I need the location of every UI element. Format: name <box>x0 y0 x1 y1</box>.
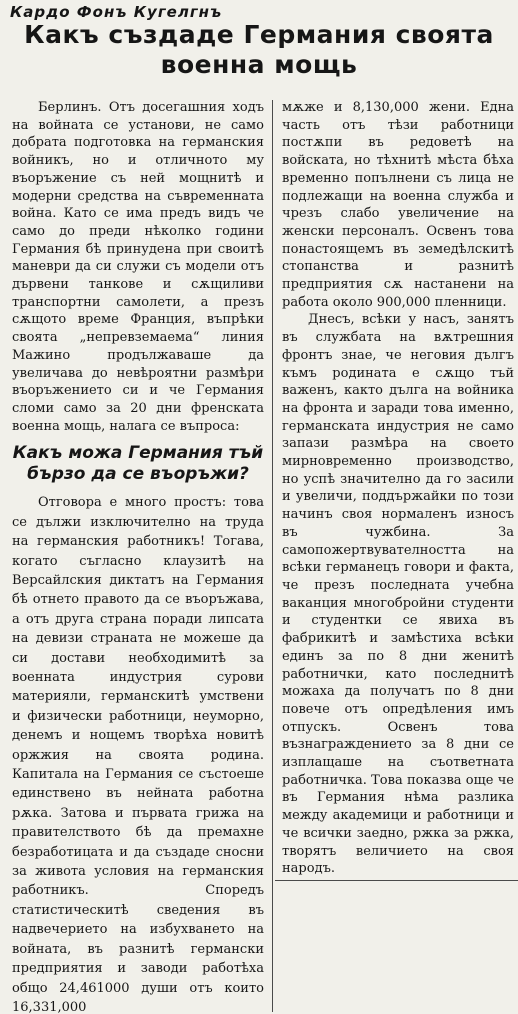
left-column <box>12 99 264 1014</box>
right-paragraph-2: Днесъ, всѣки у насъ, занятъ въ службата на вѫтрешния фронтъ знае, че неговия дългъ къмъ родината е сѫщо тъй важенъ, както дълга на войника на фронта и заради това именно, германската индустрия не само запази размѣра на своето мирновременно производство, но успѣ значително да го засили и увеличи, поддържайки по този начинъ своя нормаленъ износъ въ чужбина. За самопожертвувателността на всѣки германецъ говори и факта, че презъ последната учебна ваканция многобройни студенти и студентки се явиха въ фабрикитѣ и замѣстиха всѣки единъ за по 8 дни женитѣ работнички, като последнитѣ можаха да получатъ по 8 дни повече отъ опредѣления имъ отпускъ. Освенъ това възнаграждението за 8 дни се изплащаше на съответната работничка. Това показва още че въ Германия нѣма разлика между академици и работници и че всички заедно, ржка за ржка, творятъ величието на своя народъ. <box>282 312 514 877</box>
headline-line-1: Какъ създаде Германия своята <box>24 20 494 49</box>
article-subheading: Какъ можа Германия тъй бързо да се въоръжи? <box>12 443 264 485</box>
headline-line-2: военна мощь <box>160 50 358 79</box>
right-paragraph-1: мѫже и 8,130,000 жени. Една часть отъ тѣзи работници постѫпи въ редоветѣ на войската, но тѣхнитѣ мѣста бѣха временно попълнени съ лица не подлежащи на военна служба и чрезъ слабо увеличение на женски персоналъ. Освенъ това понастоящемъ въ земедѣлскитѣ стопанства и разнитѣ предприятия сѫ настанени на работа около 900,000 пленници. <box>282 100 514 310</box>
article-headline <box>0 20 518 80</box>
article-byline: Кардо Фонъ Кугелгнъ <box>10 3 223 21</box>
left-paragraph-1: Берлинъ. Отъ досегашния ходъ на войната се установи, не само добрата подготовка на германския войникъ, но и отличното му въоръжение съ ней мощнитѣ и модерни средства на съвременната война. Като се има предъ видъ че само до преди нѣколко години Германия бѣ принудена при своитѣ маневри да си служи съ модели отъ дървени танкове и сѫщиливи транспортни самолети, а презъ сѫщото време Франция, въпрѣки своята „непревземаема“ линия Мажино продължаваше да увеличава до невѣроятни размѣри въоръжението си и че Германия сломи само за 20 дни френската военна мощь, налага се въпроса: <box>12 100 264 434</box>
right-column <box>282 99 514 878</box>
end-rule <box>275 880 518 881</box>
left-paragraph-2: Отговора е много простъ: това се дължи изключително на труда на германския работникъ! Тогава, когато съгласно клаузитѣ на Версайлския диктатъ на Германия бѣ отнето правото да се въоръжава, а отъ друга страна поради липсата на девизи страната не можеше да си достави необходимитѣ за военната индустрия сурови материяли, германскитѣ умствени и физически работници, неуморно, денемъ и нощемъ творѣха новитѣ оржжия на своята родина. Капитала на Германия се състоеше единствено въ нейната работна рѫка. Затова и първата грижа на правителството бѣ да премахне безработицата и да създаде сносни за живота условия на германския работникъ. Споредъ статистическитѣ сведения въ надвечерието на избухването на войната, въ разнитѣ германски предприятия и заводи работѣха общо 24,461000 души отъ които 16,331,000 <box>12 495 264 1014</box>
column-divider <box>272 100 273 1012</box>
